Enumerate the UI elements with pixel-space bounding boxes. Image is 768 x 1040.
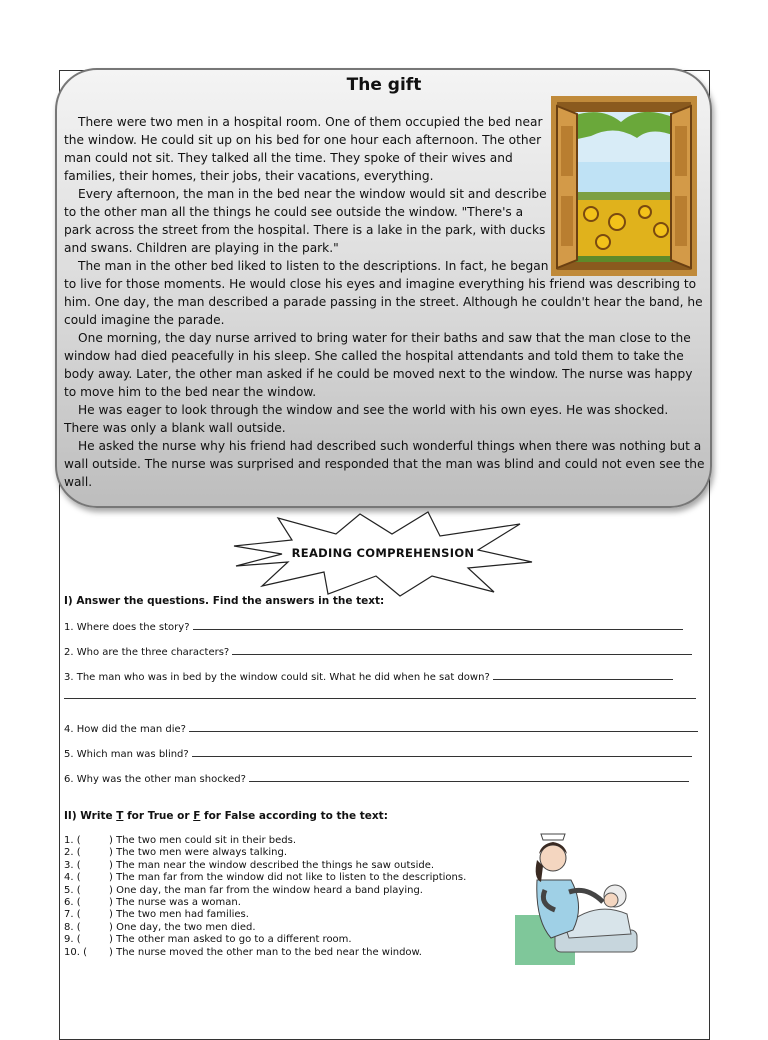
answer-line[interactable] <box>232 645 692 655</box>
tf-item[interactable] <box>64 909 514 921</box>
question-row <box>64 645 698 658</box>
answer-line[interactable] <box>493 670 673 680</box>
true-false-list <box>64 835 514 959</box>
question-row <box>64 772 698 785</box>
heading-text: II) Write <box>64 810 117 822</box>
question-row <box>64 620 698 633</box>
question-row <box>64 670 698 683</box>
tf-item[interactable] <box>64 934 514 946</box>
tf-number: 7. ( <box>64 909 81 921</box>
story-paragraph: Every afternoon, the man in the bed near the window would sit and describe to the other man all the things he could see outside the window. "There's a park across the street from the hospital. There is a lake in the park, with ducks and swans. Children are playing in the park." <box>64 187 547 255</box>
tf-statement: ) The two men had families. <box>109 909 249 921</box>
tf-statement: ) One day, the man far from the window heard a band playing. <box>109 884 423 896</box>
answer-line[interactable] <box>192 747 692 757</box>
story-paragraph: He was eager to look through the window and see the world with his own eyes. He was shocked. There was only a blank wall outside. <box>64 403 669 435</box>
tf-number: 6. ( <box>64 897 81 909</box>
question-text: 5. Which man was blind? <box>64 749 189 760</box>
section-1-heading: I) Answer the questions. Find the answers in the text: <box>64 595 385 607</box>
question-row <box>64 747 698 760</box>
tf-number: 10. ( <box>64 946 87 958</box>
tf-statement: ) The nurse was a woman. <box>109 897 241 909</box>
tf-statement: ) The two men were always talking. <box>109 847 287 859</box>
nurse-and-patient-illustration <box>515 830 643 965</box>
tf-statement: ) The two men could sit in their beds. <box>109 835 297 846</box>
tf-statement: ) The other man asked to go to a different room. <box>109 934 352 946</box>
answer-line[interactable] <box>64 698 696 699</box>
reading-comprehension-label: READING COMPREHENSION <box>291 546 475 560</box>
tf-item[interactable] <box>64 885 514 897</box>
question-text: 3. The man who was in bed by the window could sit. What he did when he sat down? <box>64 672 490 683</box>
story-paragraph: He asked the nurse why his friend had described such wonderful things when there was nothing but a wall outside. The nurse was surprised and responded that the man was blind and could not even see the wall. <box>64 439 705 489</box>
tf-number: 5. ( <box>64 884 81 896</box>
tf-item[interactable] <box>64 872 514 884</box>
tf-statement: ) One day, the two men died. <box>109 921 256 933</box>
tf-number: 9. ( <box>64 934 81 946</box>
question-text: 2. Who are the three characters? <box>64 647 230 658</box>
story-paragraph: The man in the other bed liked to listen to the descriptions. In fact, he began to live for those moments. He would close his eyes and imagine everything his friend was describing to him. One day, the man described a parade passing in the street. Although he couldn't hear the band, he could imagine the parade. <box>64 259 703 327</box>
tf-statement: ) The nurse moved the other man to the bed near the window. <box>109 946 422 958</box>
tf-statement: ) The man near the window described the things he saw outside. <box>109 859 435 871</box>
tf-number: 3. ( <box>64 859 81 871</box>
question-text: 4. How did the man die? <box>64 724 186 735</box>
tf-item[interactable] <box>64 860 514 872</box>
answer-line[interactable] <box>189 722 698 732</box>
heading-text: for True or <box>123 810 194 822</box>
question-text: 6. Why was the other man shocked? <box>64 774 246 785</box>
tf-number: 2. ( <box>64 847 81 859</box>
tf-item[interactable] <box>64 835 514 847</box>
heading-text: for False according to the text: <box>200 810 388 822</box>
story-text <box>64 113 706 491</box>
tf-number: 1. ( <box>64 835 81 846</box>
tf-item[interactable] <box>64 897 514 909</box>
tf-item[interactable] <box>64 947 514 959</box>
tf-item[interactable] <box>64 847 514 859</box>
tf-item[interactable] <box>64 922 514 934</box>
story-paragraph: There were two men in a hospital room. One of them occupied the bed near the window. He could sit up on his bed for one hour each afternoon. The other man could not sit. They talked all the time. They spoke of their wives and families, their homes, their jobs, their vacations, everything. <box>64 115 543 183</box>
tf-statement: ) The man far from the window did not like to listen to the descriptions. <box>109 872 467 884</box>
answer-line[interactable] <box>193 620 683 630</box>
tf-number: 4. ( <box>64 872 81 884</box>
story-paragraph: One morning, the day nurse arrived to bring water for their baths and saw that the man close to the window had died peacefully in his sleep. She called the hospital attendants and told them to take the body away. Later, the other man asked if he could be moved next to the window. The nurse was happy to move him to the bed near the window. <box>64 331 693 399</box>
question-text: 1. Where does the story? <box>64 622 190 633</box>
question-row <box>64 722 698 735</box>
answer-line[interactable] <box>249 772 689 782</box>
true-letter: T <box>116 810 124 822</box>
section-2-heading <box>64 810 388 822</box>
page-title: The gift <box>346 75 422 95</box>
false-letter: F <box>193 810 201 822</box>
tf-number: 8. ( <box>64 921 81 933</box>
